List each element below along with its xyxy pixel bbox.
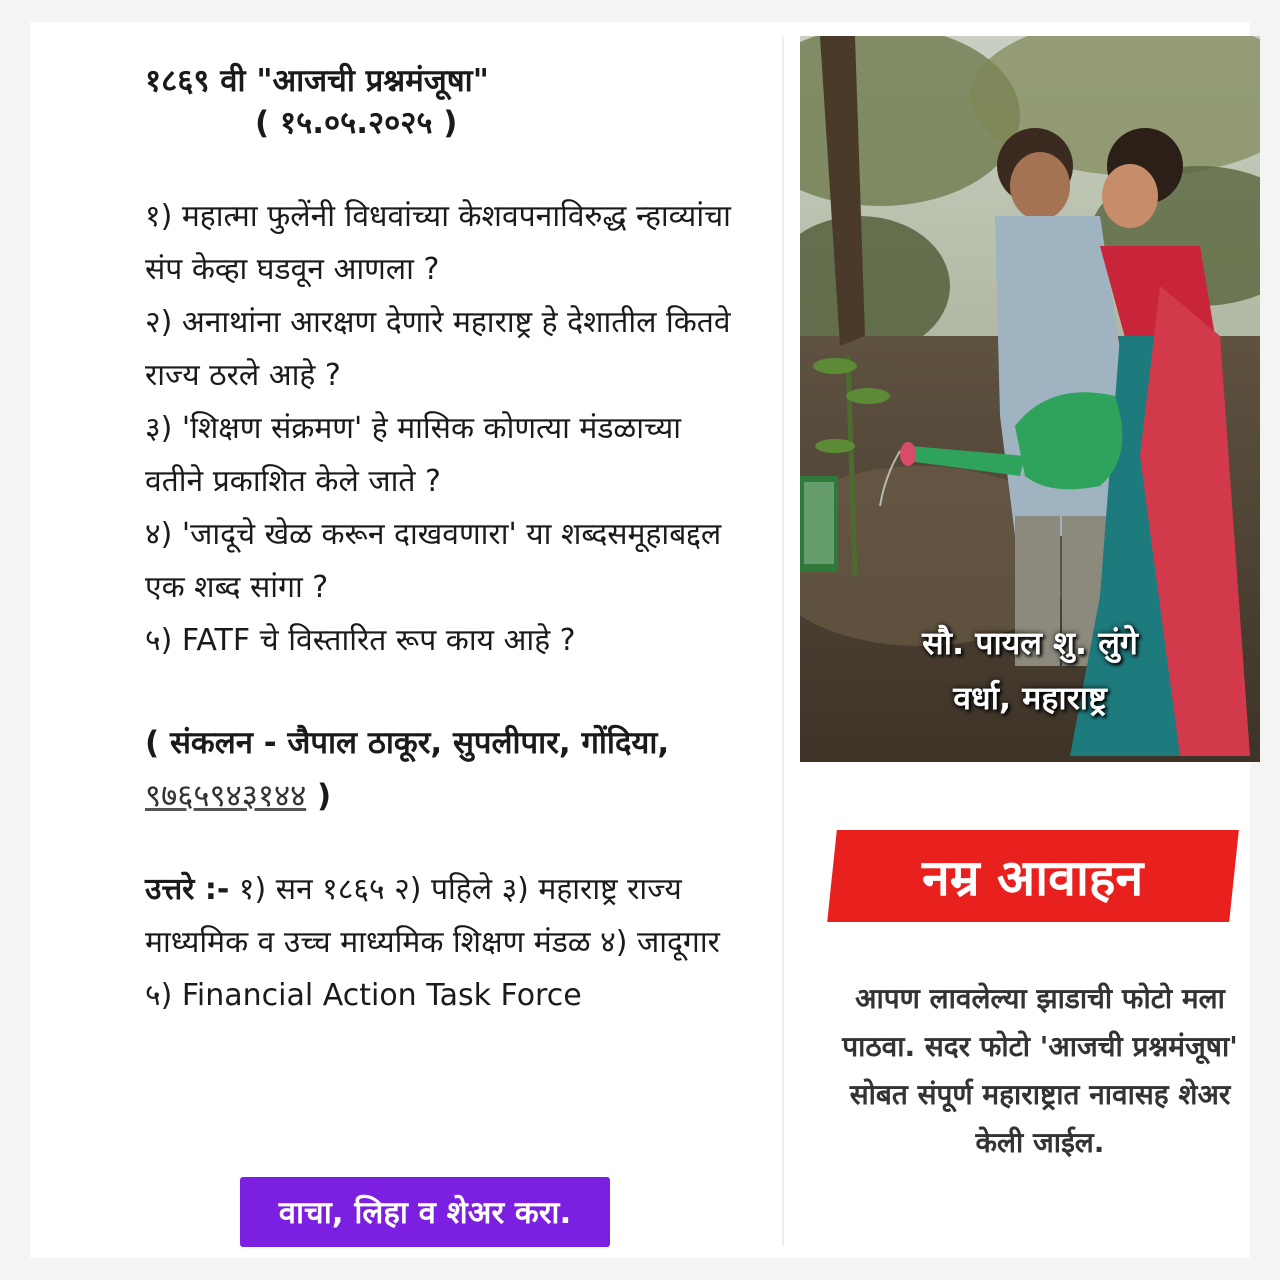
question-item: ५) FATF चे विस्तारित रूप काय आहे ? [145,623,576,658]
question-list [145,190,745,667]
appeal-banner [827,830,1239,922]
answers-label: उत्तरे :- [145,872,230,907]
compiler-credit [145,717,745,823]
compiler-phone-link[interactable]: ९७६५९४३१४४ [145,778,307,814]
quiz-column [145,60,745,1022]
question-item: ४) 'जादूचे खेळ करून दाखवणारा' या शब्दसमूहाबद्दल एक शब्द सांगा ? [145,517,722,605]
quiz-date: ( १५.०५.२०२५ ) [255,105,458,141]
answers-block [145,863,745,1022]
read-write-share-badge: वाचा, लिहा व शेअर करा. [240,1177,610,1247]
photo-caption-place: वर्धा, महाराष्ट्र [953,679,1107,717]
appeal-title: नम्र आवाहन [922,849,1144,907]
compiler-text: ( संकलन - जैपाल ठाकूर, सुपलीपार, गोंदिया, [145,725,670,761]
photo-caption-name: सौ. पायल शु. लुंगे [922,624,1138,662]
compiler-close: ) [306,778,332,814]
answers-text: १) सन १८६५ २) पहिले ३) महाराष्ट्र राज्य माध्यमिक व उच्च माध्यमिक शिक्षण मंडळ ४) जादूगार ५) Financial Action Task Force [145,872,720,1013]
tree-planting-photo [800,36,1260,762]
column-divider [782,36,784,1246]
question-item: १) महात्मा फुलेंनी विधवांच्या केशवपनाविरुद्ध न्हाव्यांचा संप केव्हा घडवून आणला ? [145,199,731,287]
question-item: २) अनाथांना आरक्षण देणारे महाराष्ट्र हे देशातील कितवे राज्य ठरले आहे ? [145,305,731,393]
appeal-text: आपण लावलेल्या झाडाची फोटो मला पाठवा. सदर फोटो 'आजची प्रश्नमंजूषा' सोबत संपूर्ण महाराष्ट्रात नावासह शेअर केली जाईल. [842,982,1238,1159]
quiz-title: १८६९ वी "आजची प्रश्नमंजूषा" [145,63,489,99]
question-item: ३) 'शिक्षण संक्रमण' हे मासिक कोणत्या मंडळाच्या वतीने प्रकाशित केले जाते ? [145,411,682,499]
